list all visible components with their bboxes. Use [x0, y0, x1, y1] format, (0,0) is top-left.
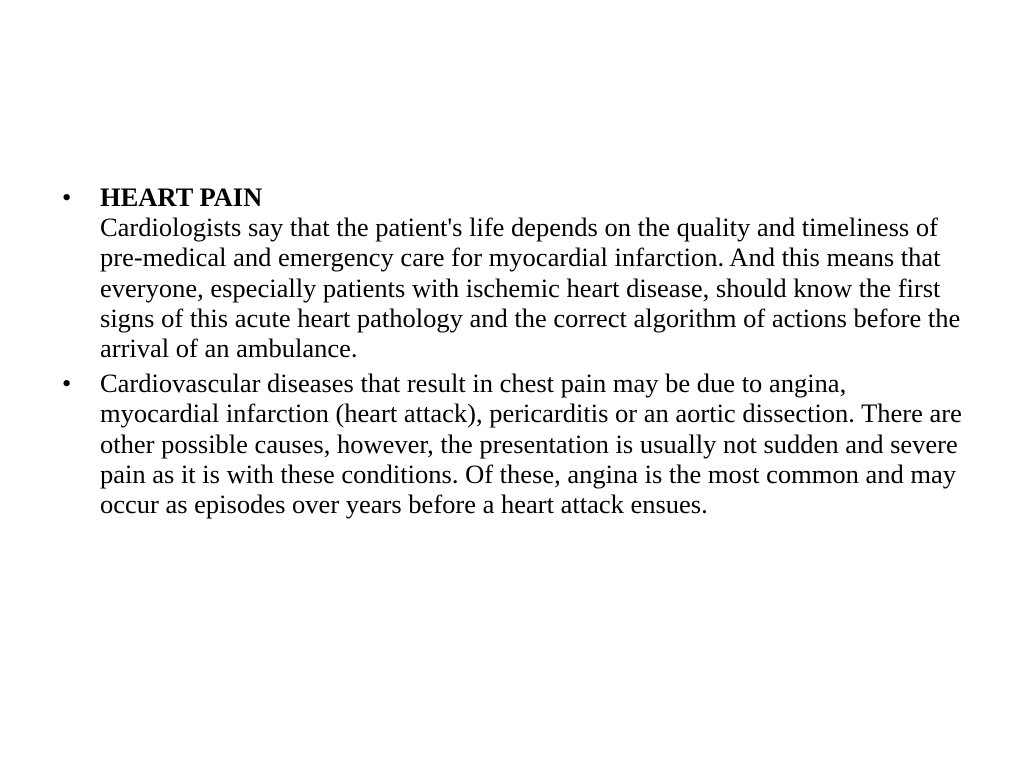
list-item	[62, 182, 962, 363]
list-item	[62, 368, 962, 519]
paragraph: Cardiovascular diseases that result in chest pain may be due to angina, myocardial infarction (heart attack), pericarditis or an aortic dissection. There are other possible causes, however, the presentation is usually not sudden and severe pain as it is with these conditions. Of these, angina is the most common and may occur as episodes over years before a heart attack ensues.	[100, 368, 962, 520]
section-heading: HEART PAIN	[100, 182, 263, 212]
paragraph: Cardiologists say that the patient's life depends on the quality and timeliness of pre-medical and emergency care for myocardial infarction. And this means that everyone, especially patients with ischemic heart disease, should know the first signs of this acute heart pathology and the correct algorithm of actions before the arrival of an ambulance.	[100, 212, 961, 364]
bullet-icon: •	[62, 182, 72, 212]
bullet-list	[62, 182, 962, 524]
bullet-icon: •	[62, 368, 72, 399]
